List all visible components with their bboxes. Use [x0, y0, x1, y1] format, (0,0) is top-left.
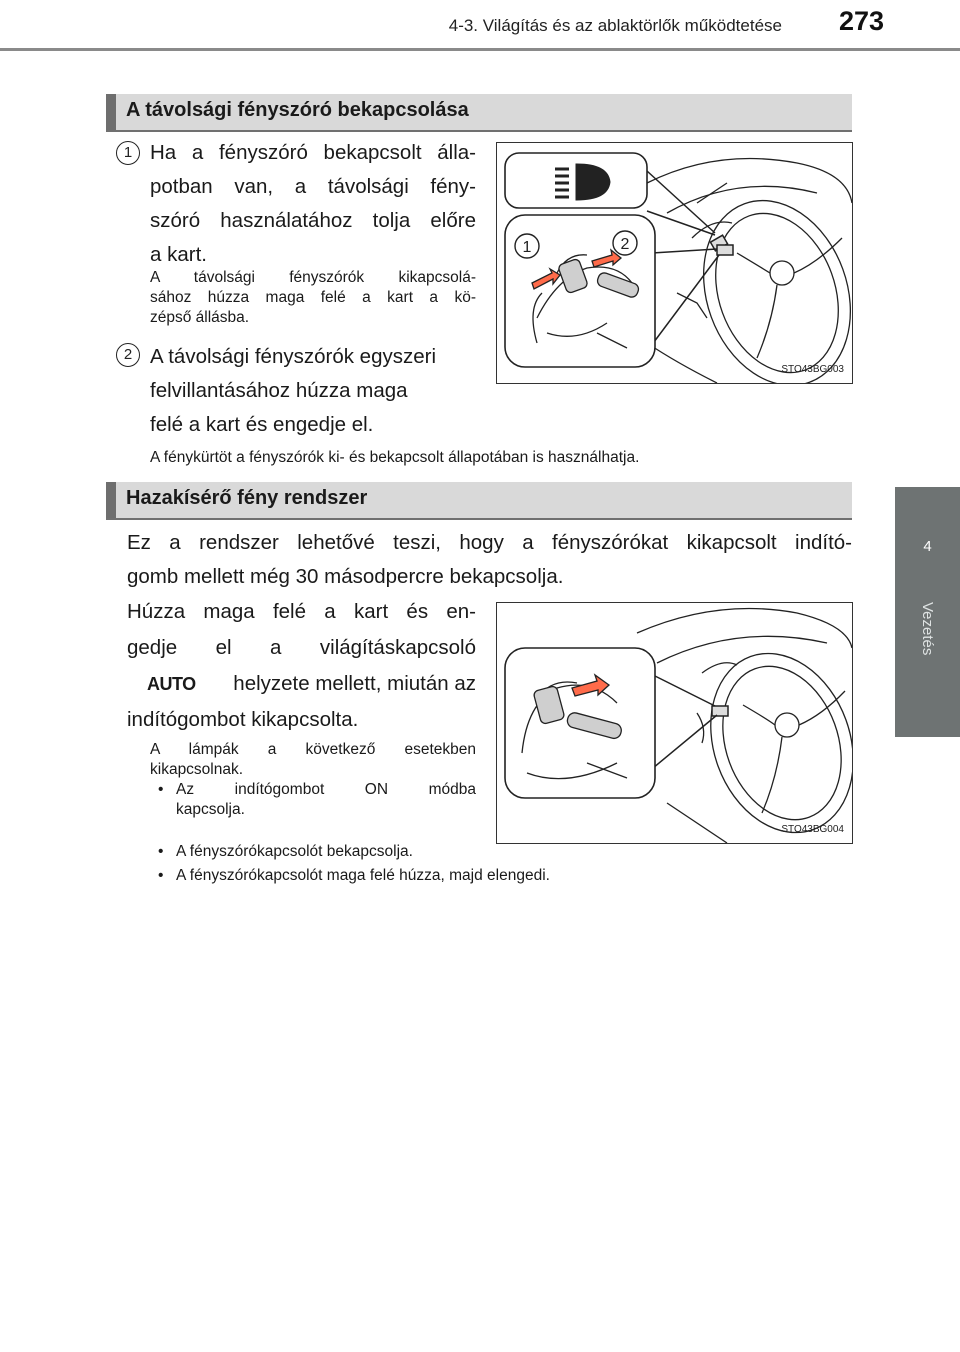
figure-code: STO43BG003 — [781, 364, 844, 375]
section-heading-follow-me-home: Hazakísérő fény rendszer — [106, 482, 852, 520]
bullet-item-3: • A fényszórókapcsolót maga felé húzza, majd elengedi. — [158, 867, 550, 884]
section-2-instruction: Húzza maga felé a kart és en- gedje el a világításkapcsoló AUTO helyzete mellett, miután az indítógombot kikapcsolta. — [127, 600, 476, 731]
bullet-item-2: • A fényszórókapcsolót bekapcsolja. — [158, 843, 413, 860]
page-number: 273 — [838, 6, 884, 36]
section-heading-high-beam: A távolsági fényszóró bekapcsolása — [106, 94, 852, 132]
figure-follow-me-home-lever — [496, 602, 853, 844]
section-2-intro: Ez a rendszer lehetővé teszi, hogy a fényszórókat kikapcsolt indító- gomb mellett még 30 másodpercre bekapcsolja. — [127, 531, 852, 588]
auto-position-symbol: AUTO — [147, 674, 196, 694]
chapter-number: 4 — [923, 538, 932, 555]
figure-code: STO43BG004 — [781, 824, 844, 835]
chapter-label: Vezetés — [919, 602, 936, 656]
header-rule — [0, 48, 960, 51]
step-2-text: A távolsági fényszórók egyszeri felvillantásához húzza maga felé a kart és engedje el. — [150, 345, 436, 436]
figure-callout-1: 1 — [522, 239, 532, 256]
bullet-item-1: • Az indítógombot ON módba kapcsolja. — [158, 781, 476, 818]
step-1-note: A távolsági fényszórók kikapcsolá- sához húzza maga felé a kart a kö- zépső állásba. — [150, 269, 476, 326]
figure-callout-2: 2 — [620, 236, 630, 253]
figure-high-beam-lever — [496, 142, 853, 384]
step-number-1: 1 — [116, 141, 140, 165]
section-2-note: A lámpák a következő esetekben kikapcsolnak. — [150, 741, 476, 778]
step-number-2: 2 — [116, 343, 140, 367]
lever-pull-illustration — [497, 603, 852, 843]
step-1-text: Ha a fényszóró bekapcsolt álla- potban van, a távolsági fény- szóró használatához tolja előre a kart. — [150, 141, 476, 266]
lever-illustration — [497, 143, 852, 383]
flash-note: A fénykürtöt a fényszórók ki- és bekapcsolt állapotában is használhatja. — [150, 449, 640, 466]
running-header-title: 4-3. Világítás és az ablaktörlők működtetése — [448, 16, 782, 35]
